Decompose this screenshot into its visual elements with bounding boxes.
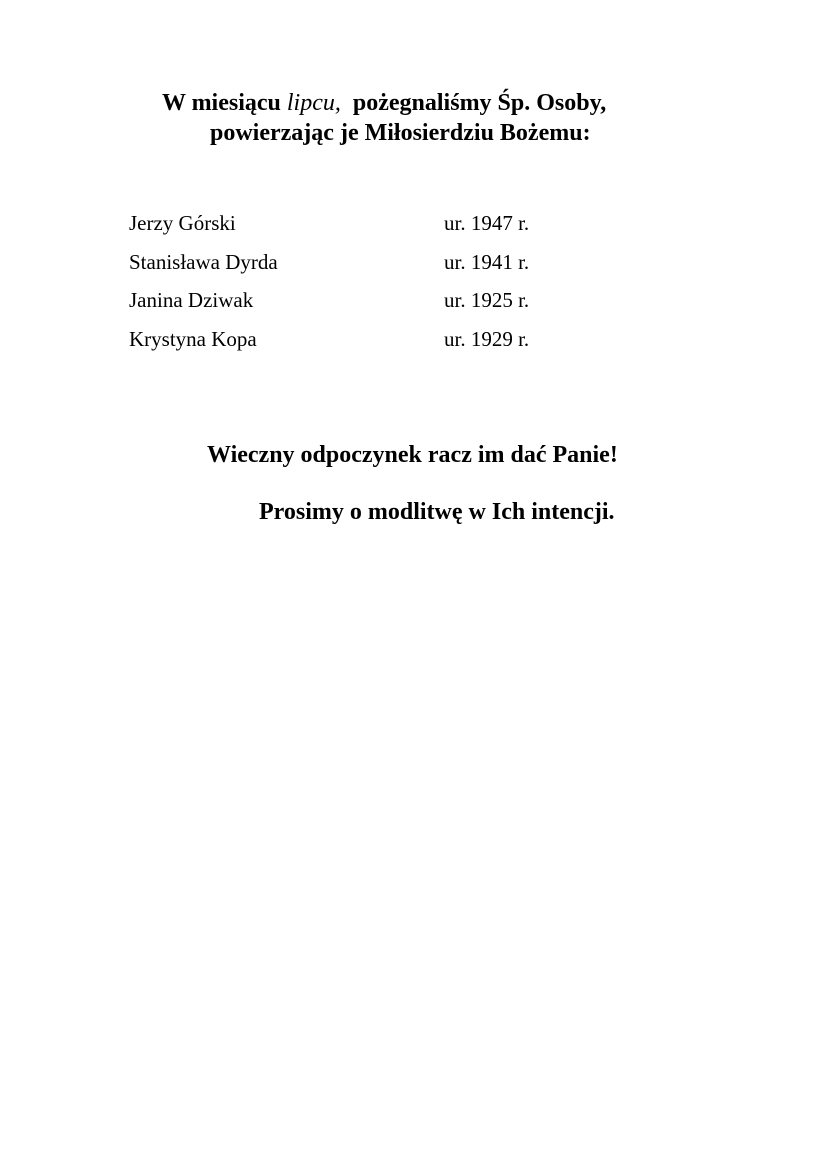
closing-prayer: Wieczny odpoczynek racz im dać Panie!	[207, 442, 618, 468]
person-name: Krystyna Kopa	[129, 326, 257, 351]
heading-suffix: pożegnaliśmy Śp. Osoby,	[340, 90, 607, 116]
deceased-list	[129, 206, 689, 360]
person-birth-year: ur. 1941 r.	[444, 249, 530, 274]
heading-month: lipcu,	[286, 90, 341, 116]
list-item	[129, 245, 689, 284]
person-birth-year: ur. 1929 r.	[444, 326, 530, 351]
heading-line-1	[162, 88, 606, 118]
person-name: Stanisława Dyrda	[129, 249, 278, 274]
person-birth-year: ur. 1947 r.	[444, 211, 530, 235]
person-name: Jerzy Górski	[129, 211, 236, 235]
person-name: Janina Dziwak	[129, 288, 254, 312]
person-birth-year: ur. 1925 r.	[444, 288, 530, 312]
heading-prefix: W miesiącu	[162, 90, 287, 116]
heading-line-2: powierzając je Miłosierdziu Bożemu:	[210, 120, 591, 146]
list-item	[129, 322, 689, 361]
list-item	[129, 283, 689, 322]
closing-request: Prosimy o modlitwę w Ich intencji.	[259, 499, 615, 525]
list-item	[129, 206, 689, 245]
